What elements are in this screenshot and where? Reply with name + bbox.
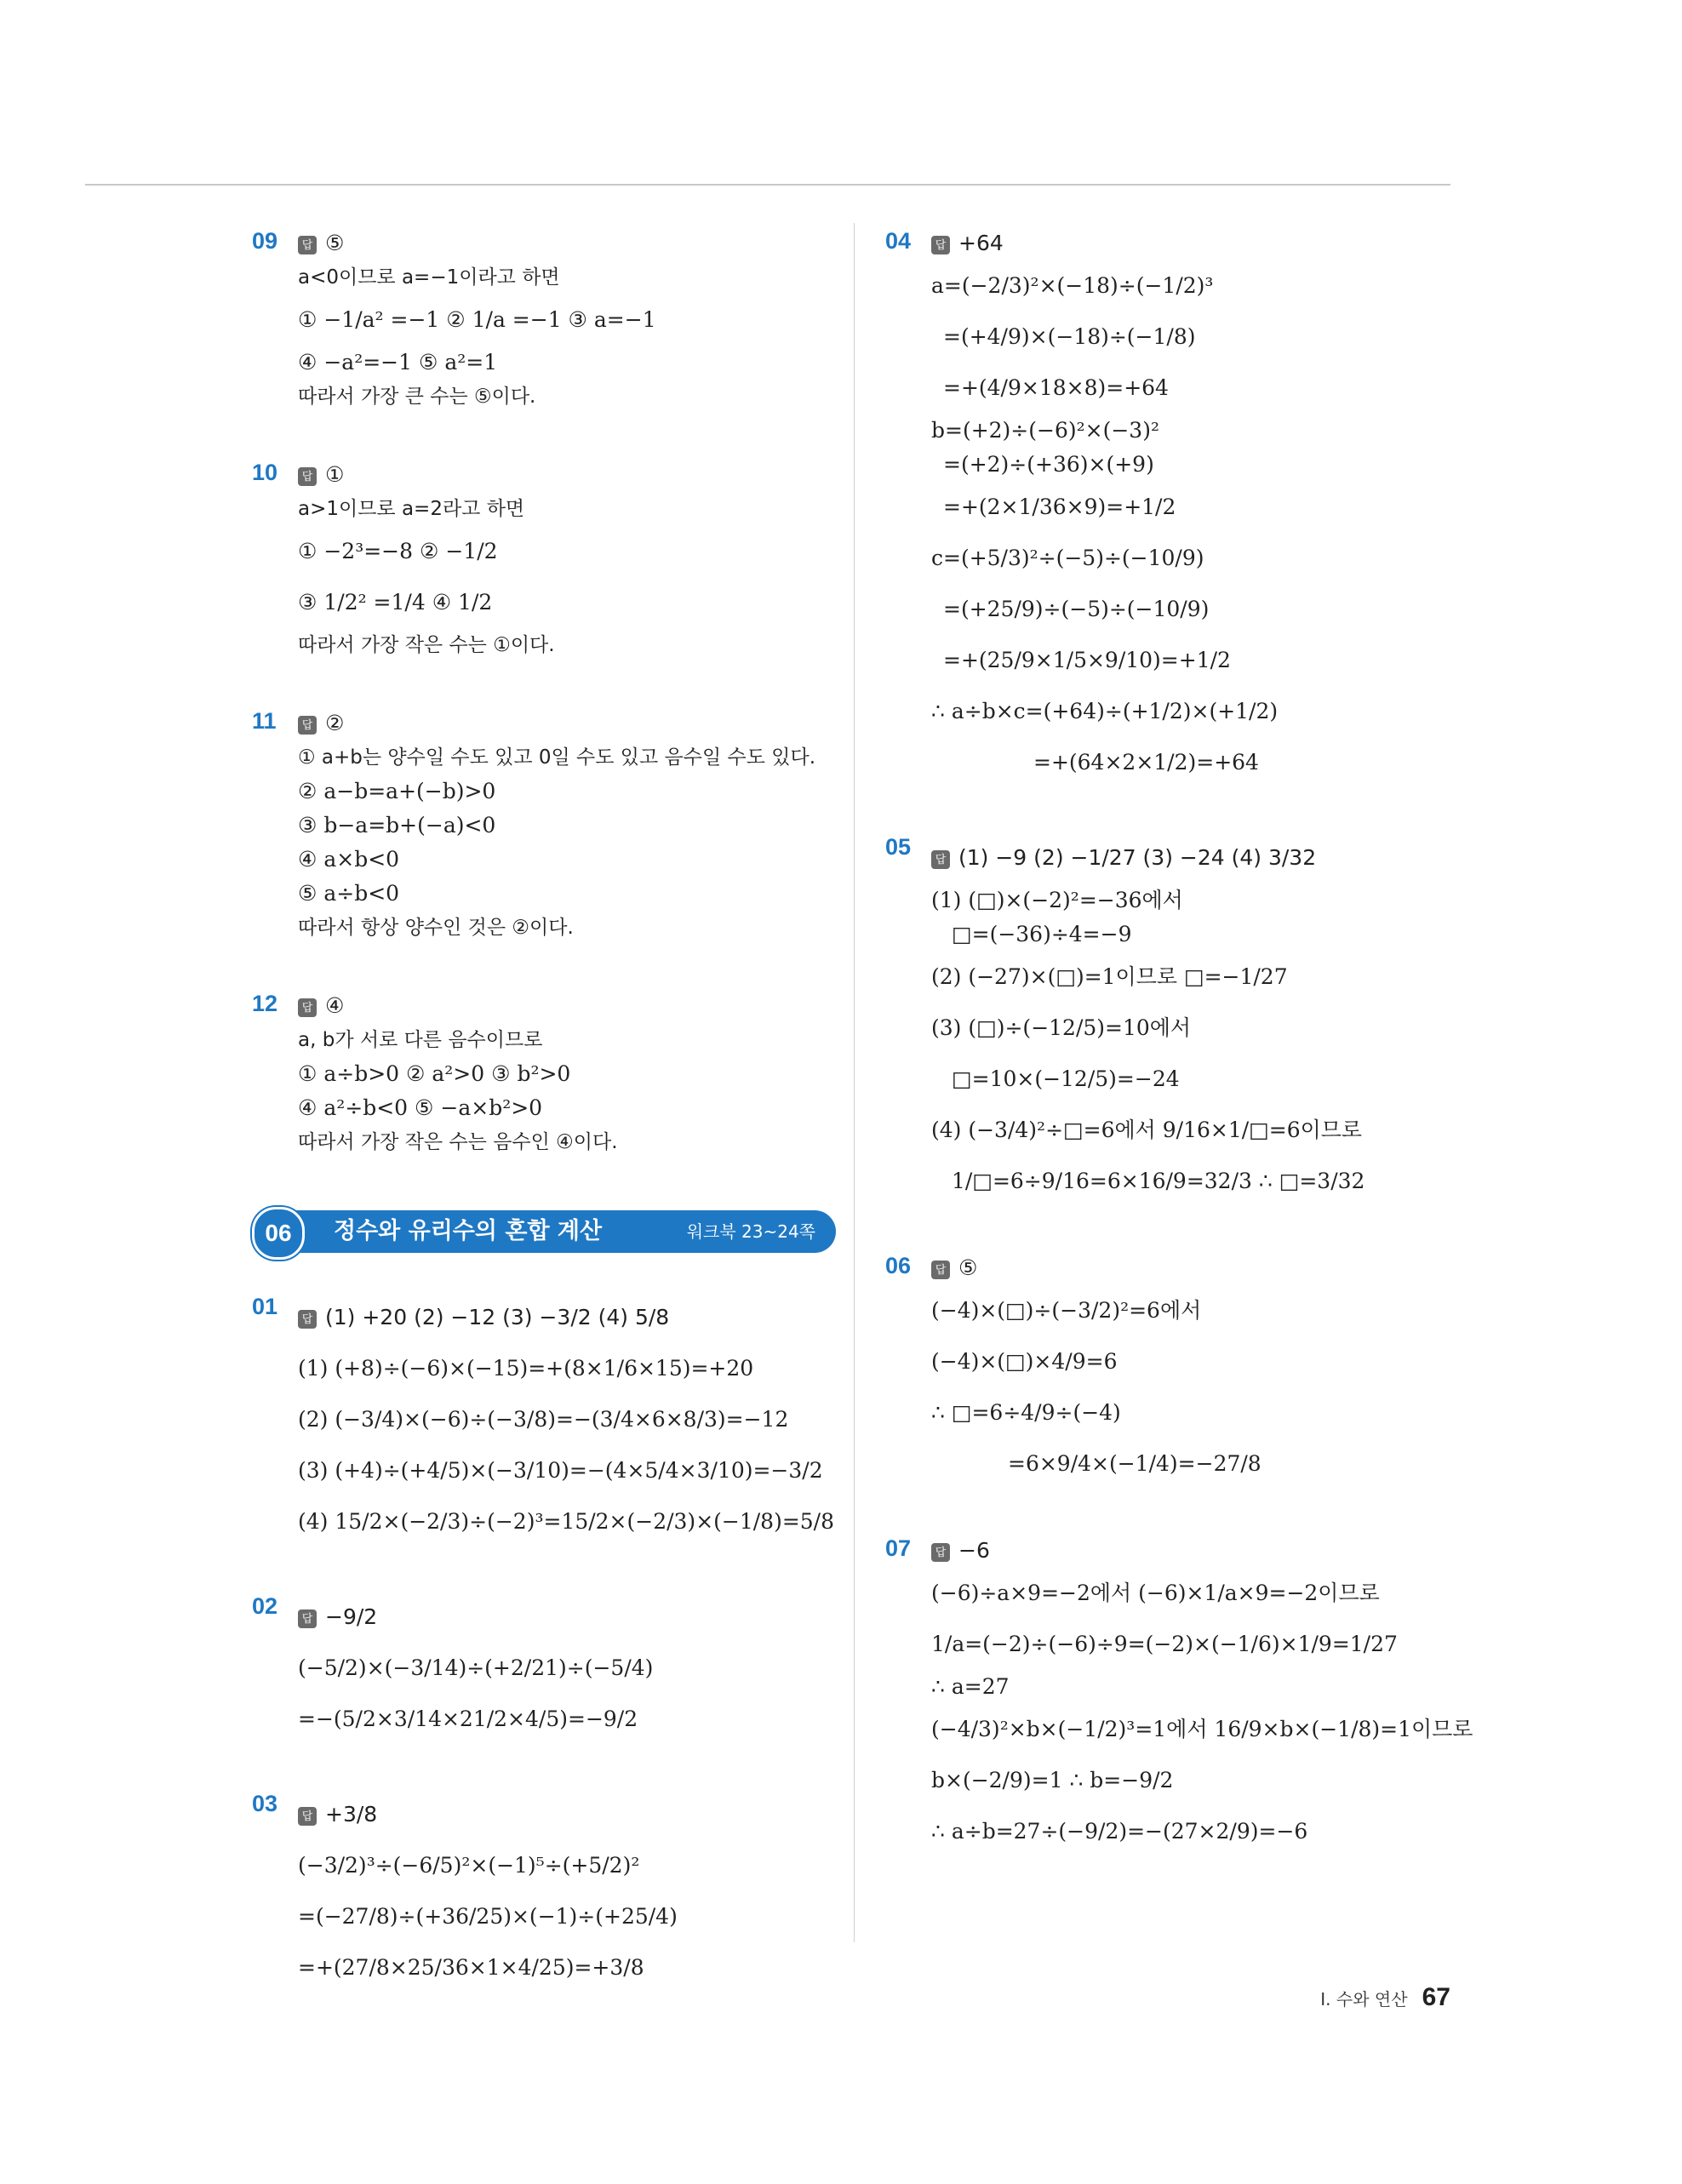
- solution-line: =+(27/8×25/36×1×4/25)=+3/8: [298, 1955, 644, 1980]
- solution-line: (2) (−27)×(□)=1이므로 □=−1/27: [931, 964, 1288, 989]
- problem-09: [252, 226, 831, 414]
- section-title: 정수와 유리수의 혼합 계산: [334, 1218, 603, 1244]
- problem-number: 10: [252, 460, 278, 485]
- solution-line: (1) (+8)÷(−6)×(−15)=+(8×1/6×15)=+20: [298, 1356, 754, 1381]
- column-divider: [854, 223, 855, 1942]
- solution-line: =6×9/4×(−1/4)=−27/8: [1008, 1451, 1262, 1476]
- top-rule: [85, 184, 1450, 186]
- solution-line: (4) 15/2×(−2/3)÷(−2)³=15/2×(−2/3)×(−1/8)=5/8: [298, 1509, 835, 1534]
- solution-line: 따라서 가장 작은 수는 ①이다.: [298, 634, 555, 656]
- solution-line: ③ 1/2² =1/4 ④ 1/2: [298, 590, 493, 615]
- answer-value: ⑤: [958, 1255, 978, 1280]
- answer-value: (1) +20 (2) −12 (3) −3/2 (4) 5/8: [325, 1305, 670, 1329]
- answer-badge: 답: [931, 1543, 950, 1562]
- solution-line: =+(2×1/36×9)=+1/2: [943, 495, 1176, 519]
- solution-line: (−3/2)³÷(−6/5)²×(−1)⁵÷(+5/2)²: [298, 1853, 640, 1878]
- answer-value: −6: [958, 1538, 990, 1563]
- problem-05: [885, 832, 1464, 1207]
- solution-line: ② a−b=a+(−b)>0: [298, 779, 496, 803]
- section-banner: [252, 1207, 831, 1258]
- right-column: [885, 226, 1473, 1857]
- problem-number: 07: [885, 1535, 912, 1561]
- answer-badge: 답: [298, 998, 317, 1017]
- solution-line: a>1이므로 a=2라고 하면: [298, 498, 525, 520]
- problem-number: 06: [885, 1253, 912, 1278]
- solution-line: =+(25/9×1/5×9/10)=+1/2: [943, 648, 1231, 672]
- problem-03: [252, 1789, 831, 1993]
- solution-line: (−5/2)×(−3/14)÷(+2/21)÷(−5/4): [298, 1655, 654, 1680]
- problem-number: 05: [885, 834, 912, 860]
- solution-line: (−4/3)²×b×(−1/2)³=1에서 16/9×b×(−1/8)=1이므로: [931, 1717, 1473, 1741]
- solution-line: ① −1/a² =−1 ② 1/a =−1 ③ a=−1: [298, 307, 656, 332]
- solution-line: 따라서 가장 작은 수는 음수인 ④이다.: [298, 1131, 618, 1153]
- solution-line: ∴ a÷b=27÷(−9/2)=−(27×2/9)=−6: [931, 1819, 1308, 1844]
- answer-value: +3/8: [325, 1802, 378, 1827]
- workbook-reference: 워크북 23~24쪽: [686, 1221, 815, 1242]
- solution-line: (−4)×(□)÷(−3/2)²=6에서: [931, 1298, 1202, 1323]
- problem-04: [885, 226, 1464, 788]
- page-number: 67: [1422, 1983, 1450, 2011]
- problem-12: [252, 989, 831, 1159]
- problem-number: 11: [252, 708, 277, 734]
- problem-01: [252, 1292, 835, 1547]
- solution-line: ∴ a=27: [931, 1674, 1010, 1699]
- problem-06: [885, 1251, 1464, 1489]
- solution-line: a<0이므로 a=−1이라고 하면: [298, 266, 560, 289]
- problem-number: 04: [885, 228, 912, 254]
- problem-number: 12: [252, 991, 278, 1016]
- solution-line: =+(64×2×1/2)=+64: [1033, 750, 1259, 775]
- solution-line: =(+25/9)÷(−5)÷(−10/9): [943, 597, 1210, 621]
- solution-line: ③ b−a=b+(−a)<0: [298, 813, 496, 838]
- solution-line: 따라서 가장 큰 수는 ⑤이다.: [298, 386, 536, 408]
- solution-line: ① a+b는 양수일 수도 있고 0일 수도 있고 음수일 수도 있다.: [298, 746, 815, 769]
- answer-badge: 답: [298, 1310, 317, 1329]
- solution-line: b×(−2/9)=1 ∴ b=−9/2: [931, 1768, 1174, 1792]
- answer-value: +64: [958, 231, 1004, 255]
- solution-line: ∴ □=6÷4/9÷(−4): [931, 1400, 1121, 1425]
- solution-line: ④ a²÷b<0 ⑤ −a×b²>0: [298, 1095, 543, 1120]
- solution-line: a, b가 서로 다른 음수이므로: [298, 1029, 543, 1051]
- solution-line: c=(+5/3)²÷(−5)÷(−10/9): [931, 546, 1204, 570]
- solution-line: =(−27/8)÷(+36/25)×(−1)÷(+25/4): [298, 1904, 678, 1929]
- solution-line: 1/□=6÷9/16=6×16/9=32/3 ∴ □=3/32: [952, 1169, 1365, 1193]
- problem-07: [885, 1534, 1473, 1857]
- problem-number: 09: [252, 228, 278, 254]
- solution-line: □=(−36)÷4=−9: [952, 922, 1132, 946]
- problem-02: [252, 1592, 831, 1745]
- solution-line: b=(+2)÷(−6)²×(−3)²: [931, 418, 1159, 443]
- solution-line: 따라서 항상 양수인 것은 ②이다.: [298, 917, 574, 939]
- solution-line: (−6)÷a×9=−2에서 (−6)×1/a×9=−2이므로: [931, 1581, 1380, 1605]
- solution-line: ⑤ a÷b<0: [298, 881, 400, 906]
- answer-badge: 답: [298, 467, 317, 486]
- solution-line: 1/a=(−2)÷(−6)÷9=(−2)×(−1/6)×1/9=1/27: [931, 1632, 1398, 1656]
- section-number: 06: [252, 1207, 305, 1260]
- answer-badge: 답: [298, 1609, 317, 1628]
- chapter-label: I. 수와 연산: [1320, 1989, 1408, 2010]
- solution-line: ④ −a²=−1 ⑤ a²=1: [298, 350, 498, 374]
- solution-line: □=10×(−12/5)=−24: [952, 1066, 1180, 1091]
- answer-value: ②: [325, 711, 345, 735]
- problem-number: 01: [252, 1294, 278, 1319]
- solution-line: =(+2)÷(+36)×(+9): [943, 452, 1154, 477]
- problem-number: 03: [252, 1791, 278, 1816]
- left-column: [252, 226, 835, 1993]
- solution-line: =+(4/9×18×8)=+64: [943, 375, 1169, 400]
- solution-line: (−4)×(□)×4/9=6: [931, 1349, 1118, 1374]
- problem-number: 02: [252, 1593, 278, 1619]
- problem-10: [252, 458, 831, 662]
- solution-line: ∴ a÷b×c=(+64)÷(+1/2)×(+1/2): [931, 699, 1279, 723]
- answer-value: ④: [325, 993, 345, 1018]
- solution-line: (4) (−3/4)²÷□=6에서 9/16×1/□=6이므로: [931, 1118, 1363, 1142]
- solution-line: a=(−2/3)²×(−18)÷(−1/2)³: [931, 273, 1214, 298]
- problem-11: [252, 706, 831, 945]
- answer-badge: 답: [931, 236, 950, 254]
- solution-line: (3) (+4)÷(+4/5)×(−3/10)=−(4×5/4×3/10)=−3/2: [298, 1458, 823, 1483]
- answer-badge: 답: [298, 716, 317, 735]
- answer-value: ①: [325, 462, 345, 487]
- answer-badge: 답: [931, 1261, 950, 1279]
- solution-line: ① a÷b>0 ② a²>0 ③ b²>0: [298, 1061, 571, 1086]
- solution-line: =(+4/9)×(−18)÷(−1/8): [943, 324, 1196, 349]
- answer-value: (1) −9 (2) −1/27 (3) −24 (4) 3/32: [958, 845, 1317, 870]
- answer-value: −9/2: [325, 1604, 378, 1629]
- solution-line: ④ a×b<0: [298, 847, 400, 872]
- solution-line: (3) (□)÷(−12/5)=10에서: [931, 1015, 1192, 1040]
- page-footer: [1320, 1983, 1450, 2012]
- solution-line: ① −2³=−8 ② −1/2: [298, 539, 498, 563]
- answer-value: ⑤: [325, 231, 345, 255]
- solution-line: (2) (−3/4)×(−6)÷(−3/8)=−(3/4×6×8/3)=−12: [298, 1407, 789, 1432]
- answer-badge: 답: [298, 1807, 317, 1826]
- answer-badge: 답: [931, 850, 950, 869]
- answer-badge: 답: [298, 236, 317, 254]
- solution-line: (1) (□)×(−2)²=−36에서: [931, 888, 1183, 912]
- solution-line: =−(5/2×3/14×21/2×4/5)=−9/2: [298, 1707, 638, 1731]
